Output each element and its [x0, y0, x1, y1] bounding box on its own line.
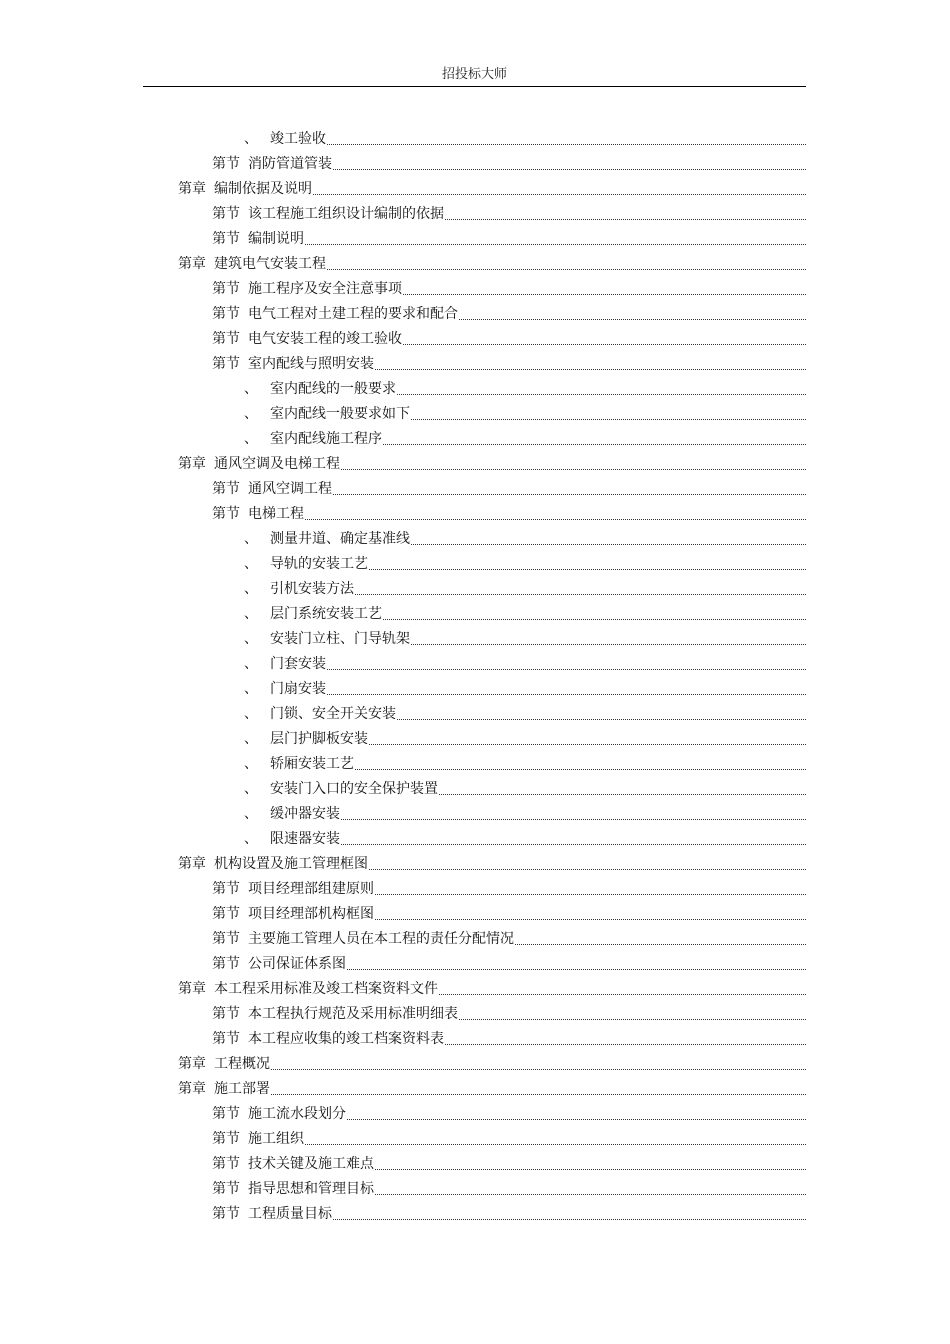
toc-entry-title: 项目经理部组建原则 — [248, 881, 374, 897]
toc-entry-item[interactable] — [244, 699, 806, 724]
dot-leader — [327, 254, 806, 274]
toc-entry-prefix: 第节 — [212, 931, 240, 947]
dot-leader — [411, 404, 806, 424]
toc-entry-prefix: 、 — [244, 706, 258, 722]
toc-entry-title: 导轨的安装工艺 — [270, 556, 368, 572]
toc-entry-prefix: 、 — [244, 731, 258, 747]
toc-entry-prefix: 第节 — [212, 506, 240, 522]
toc-entry-prefix: 、 — [244, 531, 258, 547]
page-header — [143, 64, 806, 87]
toc-entry-section[interactable] — [212, 149, 806, 174]
toc-entry-item[interactable] — [244, 599, 806, 624]
toc-entry-title: 项目经理部机构框图 — [248, 906, 374, 922]
toc-entry-prefix: 第章 — [178, 981, 206, 997]
toc-entry-section[interactable] — [212, 874, 806, 899]
toc-entry-title: 室内配线的一般要求 — [270, 381, 396, 397]
toc-entry-title: 指导思想和管理目标 — [248, 1181, 374, 1197]
toc-entry-item[interactable] — [244, 624, 806, 649]
toc-entry-chapter[interactable] — [178, 1049, 806, 1074]
toc-entry-item[interactable] — [244, 424, 806, 449]
toc-entry-title: 编制说明 — [248, 231, 304, 247]
dot-leader — [403, 329, 806, 349]
toc-entry-title: 本工程应收集的竣工档案资料表 — [248, 1031, 444, 1047]
dot-leader — [341, 804, 806, 824]
toc-entry-prefix: 、 — [244, 381, 258, 397]
dot-leader — [459, 304, 806, 324]
dot-leader — [333, 154, 806, 174]
toc-entry-prefix: 、 — [244, 656, 258, 672]
dot-leader — [397, 704, 806, 724]
toc-entry-title: 施工组织 — [248, 1131, 304, 1147]
toc-entry-prefix: 第章 — [178, 181, 206, 197]
dot-leader — [375, 1179, 806, 1199]
toc-entry-title: 电气安装工程的竣工验收 — [248, 331, 402, 347]
toc-entry-prefix: 、 — [244, 406, 258, 422]
toc-entry-item[interactable] — [244, 824, 806, 849]
toc-entry-title: 竣工验收 — [270, 131, 326, 147]
toc-entry-prefix: 第节 — [212, 206, 240, 222]
toc-entry-title: 施工程序及安全注意事项 — [248, 281, 402, 297]
dot-leader — [347, 1104, 806, 1124]
toc-entry-chapter[interactable] — [178, 249, 806, 274]
toc-entry-prefix: 、 — [244, 781, 258, 797]
toc-entry-chapter[interactable] — [178, 449, 806, 474]
toc-entry-title: 公司保证体系图 — [248, 956, 346, 972]
toc-entry-prefix: 第章 — [178, 1056, 206, 1072]
toc-entry-title: 限速器安装 — [270, 831, 340, 847]
toc-entry-section[interactable] — [212, 1199, 806, 1224]
toc-entry-prefix: 第节 — [212, 1006, 240, 1022]
header-title: 招投标大师 — [441, 67, 507, 82]
toc-entry-title: 本工程执行规范及采用标准明细表 — [248, 1006, 458, 1022]
dot-leader — [411, 629, 806, 649]
toc-entry-item[interactable] — [244, 749, 806, 774]
toc-entry-section[interactable] — [212, 1024, 806, 1049]
toc-entry-chapter[interactable] — [178, 174, 806, 199]
toc-entry-title: 门扇安装 — [270, 681, 326, 697]
dot-leader — [333, 479, 806, 499]
toc-entry-section[interactable] — [212, 324, 806, 349]
toc-entry-prefix: 、 — [244, 556, 258, 572]
toc-entry-section[interactable] — [212, 499, 806, 524]
toc-entry-section[interactable] — [212, 474, 806, 499]
dot-leader — [439, 779, 806, 799]
toc-entry-title: 建筑电气安装工程 — [214, 256, 326, 272]
toc-entry-title: 室内配线施工程序 — [270, 431, 382, 447]
toc-entry-title: 测量井道、确定基准线 — [270, 531, 410, 547]
dot-leader — [459, 1004, 806, 1024]
toc-entry-section[interactable] — [212, 899, 806, 924]
toc-entry-section[interactable] — [212, 999, 806, 1024]
dot-leader — [445, 1029, 806, 1049]
toc-entry-item[interactable] — [244, 799, 806, 824]
toc-entry-section[interactable] — [212, 274, 806, 299]
toc-entry-prefix: 第节 — [212, 1031, 240, 1047]
toc-entry-chapter[interactable] — [178, 974, 806, 999]
toc-entry-prefix: 、 — [244, 681, 258, 697]
toc-entry-prefix: 、 — [244, 831, 258, 847]
toc-entry-title: 门套安装 — [270, 656, 326, 672]
toc-entry-prefix: 第章 — [178, 1081, 206, 1097]
toc-entry-item[interactable] — [244, 724, 806, 749]
toc-entry-prefix: 第节 — [212, 956, 240, 972]
toc-entry-prefix: 第节 — [212, 1181, 240, 1197]
toc-entry-prefix: 、 — [244, 581, 258, 597]
dot-leader — [375, 1154, 806, 1174]
dot-leader — [271, 1054, 806, 1074]
toc-entry-item[interactable] — [244, 374, 806, 399]
dot-leader — [375, 879, 806, 899]
toc-entry-prefix: 、 — [244, 631, 258, 647]
toc-entry-title: 层门护脚板安装 — [270, 731, 368, 747]
dot-leader — [305, 229, 806, 249]
toc-entry-title: 室内配线一般要求如下 — [270, 406, 410, 422]
toc-entry-title: 编制依据及说明 — [214, 181, 312, 197]
toc-entry-title: 安装门立柱、门导轨架 — [270, 631, 410, 647]
toc-entry-prefix: 第节 — [212, 1206, 240, 1222]
dot-leader — [347, 954, 806, 974]
toc-entry-title: 安装门入口的安全保护装置 — [270, 781, 438, 797]
toc-entry-section[interactable] — [212, 949, 806, 974]
toc-entry-prefix: 、 — [244, 756, 258, 772]
dot-leader — [327, 129, 806, 149]
toc-entry-item[interactable] — [244, 524, 806, 549]
dot-leader — [305, 504, 806, 524]
toc-entry-title: 该工程施工组织设计编制的依据 — [248, 206, 444, 222]
toc-entry-prefix: 第章 — [178, 256, 206, 272]
toc-entry-item[interactable] — [244, 574, 806, 599]
toc-entry-item[interactable] — [244, 649, 806, 674]
toc-entry-item[interactable] — [244, 399, 806, 424]
dot-leader — [383, 429, 806, 449]
toc-entry-title: 工程概况 — [214, 1056, 270, 1072]
toc-entry-section[interactable] — [212, 349, 806, 374]
toc-entry-title: 本工程采用标准及竣工档案资料文件 — [214, 981, 438, 997]
dot-leader — [271, 1079, 806, 1099]
dot-leader — [327, 654, 806, 674]
toc-entry-title: 通风空调工程 — [248, 481, 332, 497]
dot-leader — [355, 579, 806, 599]
dot-leader — [411, 529, 806, 549]
toc-entry-section[interactable] — [212, 1099, 806, 1124]
toc-entry-prefix: 第节 — [212, 1131, 240, 1147]
toc-entry-section[interactable] — [212, 1124, 806, 1149]
toc-entry-prefix: 第节 — [212, 906, 240, 922]
toc-entry-prefix: 、 — [244, 606, 258, 622]
toc-entry-prefix: 第节 — [212, 156, 240, 172]
dot-leader — [333, 1204, 806, 1224]
dot-leader — [369, 854, 806, 874]
toc-entry-title: 引机安装方法 — [270, 581, 354, 597]
dot-leader — [439, 979, 806, 999]
toc-entry-title: 工程质量目标 — [248, 1206, 332, 1222]
toc-entry-prefix: 、 — [244, 806, 258, 822]
toc-entry-title: 通风空调及电梯工程 — [214, 456, 340, 472]
toc-entry-section[interactable] — [212, 924, 806, 949]
toc-entry-prefix: 第节 — [212, 306, 240, 322]
toc-entry-title: 机构设置及施工管理框图 — [214, 856, 368, 872]
toc-entry-section[interactable] — [212, 1149, 806, 1174]
toc-entry-section[interactable] — [212, 1174, 806, 1199]
toc-entry-prefix: 第节 — [212, 331, 240, 347]
dot-leader — [383, 604, 806, 624]
toc-entry-title: 轿厢安装工艺 — [270, 756, 354, 772]
toc-entry-prefix: 第节 — [212, 481, 240, 497]
dot-leader — [397, 379, 806, 399]
toc-entry-title: 电梯工程 — [248, 506, 304, 522]
toc-entry-section[interactable] — [212, 199, 806, 224]
dot-leader — [403, 279, 806, 299]
toc-entry-title: 施工流水段划分 — [248, 1106, 346, 1122]
toc-entry-title: 室内配线与照明安装 — [248, 356, 374, 372]
dot-leader — [515, 929, 806, 949]
dot-leader — [341, 454, 806, 474]
toc-entry-prefix: 、 — [244, 131, 258, 147]
toc-entry-prefix: 第节 — [212, 881, 240, 897]
toc-entry-title: 消防管道管装 — [248, 156, 332, 172]
dot-leader — [313, 179, 806, 199]
toc-entry-prefix: 第节 — [212, 1106, 240, 1122]
dot-leader — [445, 204, 806, 224]
toc-entry-item[interactable] — [244, 774, 806, 799]
toc-entry-prefix: 第节 — [212, 356, 240, 372]
dot-leader — [369, 554, 806, 574]
toc-entry-title: 电气工程对土建工程的要求和配合 — [248, 306, 458, 322]
dot-leader — [369, 729, 806, 749]
toc-entry-title: 施工部署 — [214, 1081, 270, 1097]
toc-entry-title: 门锁、安全开关安装 — [270, 706, 396, 722]
toc-entry-prefix: 第节 — [212, 281, 240, 297]
dot-leader — [375, 904, 806, 924]
dot-leader — [375, 354, 806, 374]
dot-leader — [305, 1129, 806, 1149]
toc-entry-chapter[interactable] — [178, 1074, 806, 1099]
toc-entry-item[interactable] — [244, 549, 806, 574]
toc-entry-title: 主要施工管理人员在本工程的责任分配情况 — [248, 931, 514, 947]
toc-entry-prefix: 第节 — [212, 1156, 240, 1172]
toc-entry-title: 缓冲器安装 — [270, 806, 340, 822]
dot-leader — [341, 829, 806, 849]
dot-leader — [355, 754, 806, 774]
toc-entry-item[interactable] — [244, 124, 806, 149]
toc-entry-item[interactable] — [244, 674, 806, 699]
toc-entry-prefix: 第章 — [178, 856, 206, 872]
toc-entry-section[interactable] — [212, 299, 806, 324]
toc-entry-prefix: 、 — [244, 431, 258, 447]
toc-entry-title: 技术关键及施工难点 — [248, 1156, 374, 1172]
toc-entry-prefix: 第章 — [178, 456, 206, 472]
toc-entry-section[interactable] — [212, 224, 806, 249]
toc-entry-chapter[interactable] — [178, 849, 806, 874]
toc-entry-title: 层门系统安装工艺 — [270, 606, 382, 622]
dot-leader — [327, 679, 806, 699]
toc-entry-prefix: 第节 — [212, 231, 240, 247]
